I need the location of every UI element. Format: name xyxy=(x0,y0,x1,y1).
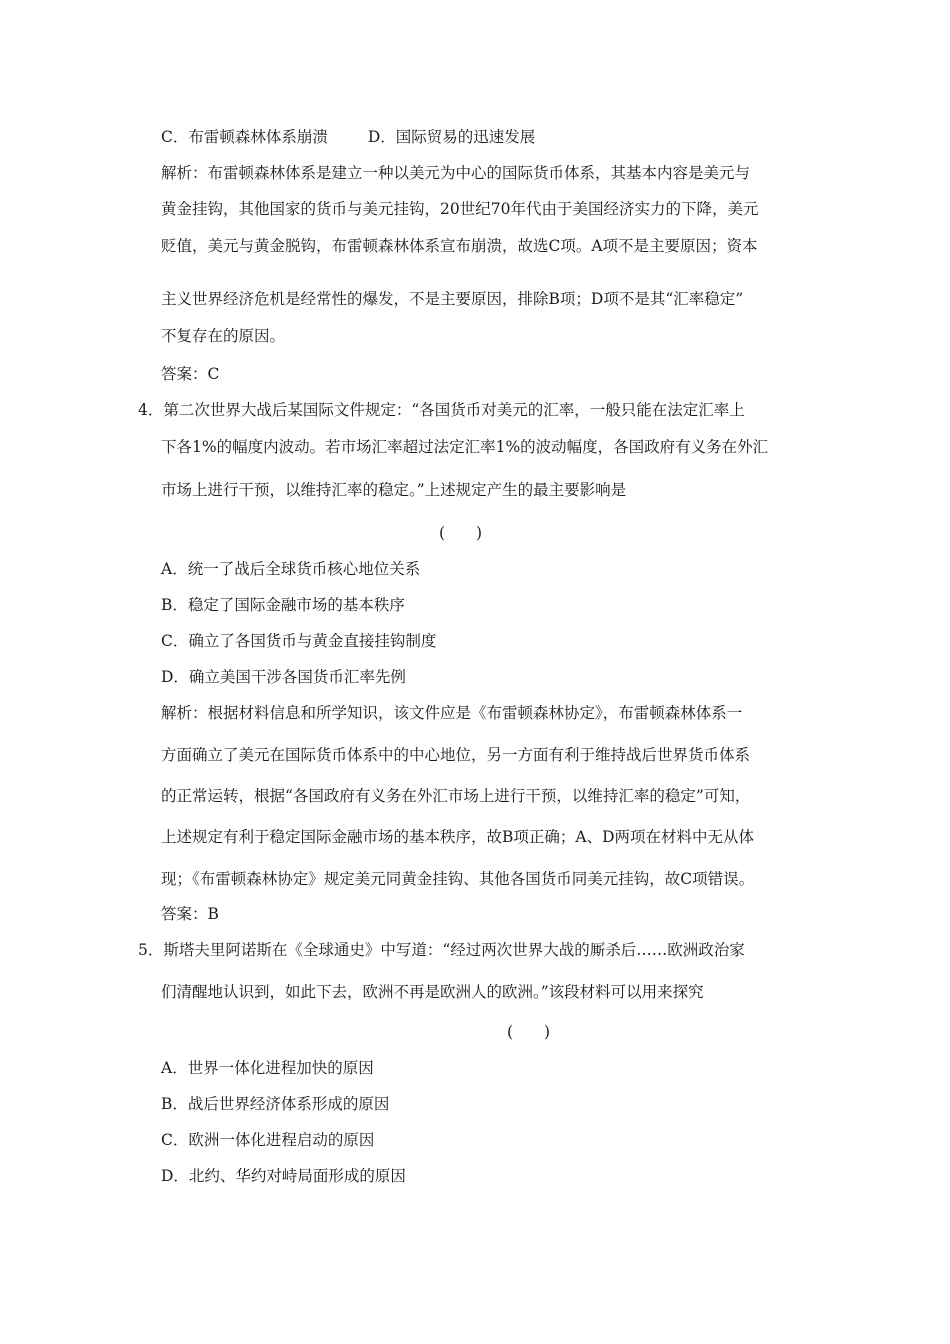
q5-option-c: C．欧洲一体化进程启动的原因 xyxy=(161,1131,375,1149)
q5-stem-line: 们清醒地认识到，如此下去，欧洲不再是欧洲人的欧洲。”该段材料可以用来探究 xyxy=(161,983,704,1001)
q3-analysis-line: 不复存在的原因。 xyxy=(161,327,286,345)
q4-analysis-line: 上述规定有利于稳定国际金融市场的基本秩序，故B项正确；A、D两项在材料中无从体 xyxy=(161,828,755,846)
q4-stem-line: 下各1%的幅度内波动。若市场汇率超过法定汇率1%的波动幅度，各国政府有义务在外汇 xyxy=(161,438,769,456)
q5-option-a: A．世界一体化进程加快的原因 xyxy=(161,1059,374,1077)
q3-analysis-line: 贬值，美元与黄金脱钩，布雷顿森林体系宣布崩溃，故选C项。A项不是主要原因；资本 xyxy=(161,237,758,255)
q4-option-a: A．统一了战后全球货币核心地位关系 xyxy=(161,560,421,578)
q4-answer: 答案：B xyxy=(161,905,219,923)
q4-stem-line: 4．第二次世界大战后某国际文件规定：“各国货币对美元的汇率，一般只能在法定汇率上 xyxy=(138,401,745,419)
q4-stem-line: 市场上进行干预，以维持汇率的稳定。”上述规定产生的最主要影响是 xyxy=(161,481,627,499)
q5-option-b: B．战后世界经济体系形成的原因 xyxy=(161,1095,390,1113)
q3-analysis-line: 主义世界经济危机是经常性的爆发，不是主要原因，排除B项；D项不是其“汇率稳定” xyxy=(161,290,744,308)
q4-option-b: B．稳定了国际金融市场的基本秩序 xyxy=(161,596,405,614)
q4-analysis-line: 现；《布雷顿森林协定》规定美元同黄金挂钩、其他各国货币同美元挂钩，故C项错误。 xyxy=(161,870,755,888)
q5-answer-blank: ( ) xyxy=(507,1023,551,1041)
q4-answer-blank: ( ) xyxy=(439,524,483,542)
q3-option-d: D．国际贸易的迅速发展 xyxy=(367,128,536,146)
q3-option-c: C．布雷顿森林体系崩溃 xyxy=(161,128,328,146)
q5-stem-line: 5．斯塔夫里阿诺斯在《全球通史》中写道：“经过两次世界大战的厮杀后……欧洲政治家 xyxy=(138,941,745,959)
q3-analysis-line: 黄金挂钩，其他国家的货币与美元挂钩，20世纪70年代由于美国经济实力的下降，美元 xyxy=(161,200,759,218)
q4-analysis-line: 解析：根据材料信息和所学知识，该文件应是《布雷顿森林协定》，布雷顿森林体系一 xyxy=(161,704,743,722)
q5-option-d: D．北约、华约对峙局面形成的原因 xyxy=(161,1167,406,1185)
q4-analysis-line: 方面确立了美元在国际货币体系中的中心地位，另一方面有利于维持战后世界货币体系 xyxy=(161,746,751,764)
q3-options-cd xyxy=(161,127,535,147)
q4-option-c: C．确立了各国货币与黄金直接挂钩制度 xyxy=(161,632,437,650)
q3-analysis-line: 解析：布雷顿森林体系是建立一种以美元为中心的国际货币体系，其基本内容是美元与 xyxy=(161,164,751,182)
q4-analysis-line: 的正常运转，根据“各国政府有义务在外汇市场上进行干预，以维持汇率的稳定”可知， xyxy=(161,787,751,805)
q3-answer: 答案：C xyxy=(161,365,220,383)
q4-option-d: D．确立美国干涉各国货币汇率先例 xyxy=(161,668,406,686)
